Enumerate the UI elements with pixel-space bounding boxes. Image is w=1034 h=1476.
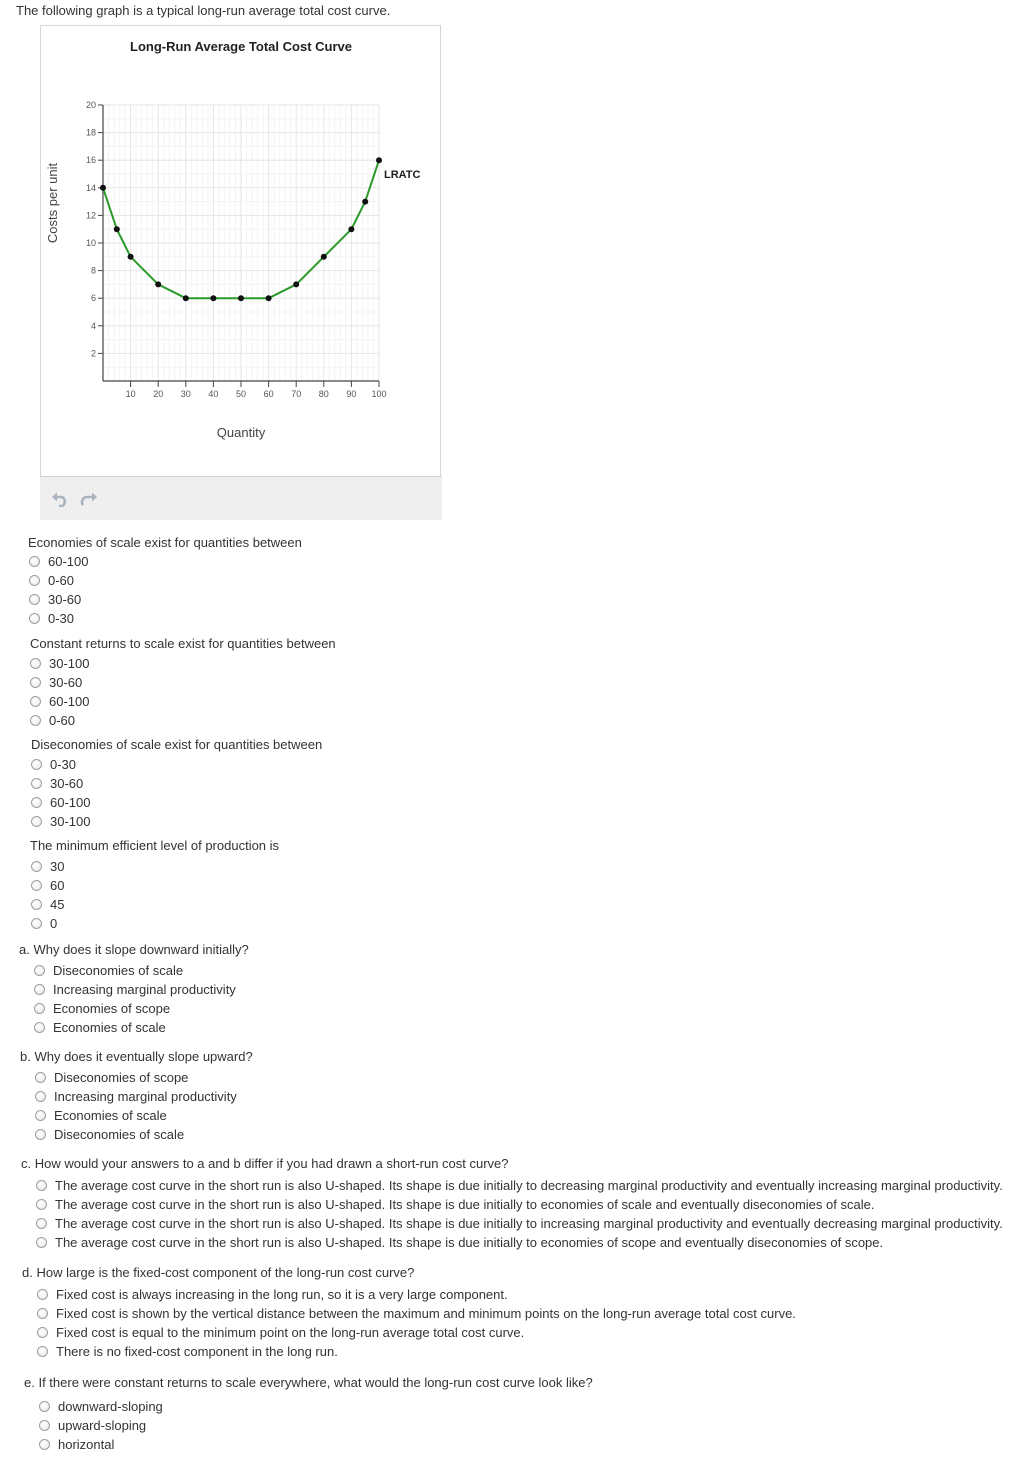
answer-option[interactable]	[29, 571, 74, 590]
radio-button[interactable]	[36, 1180, 47, 1191]
radio-button[interactable]	[31, 816, 42, 827]
option-label: Fixed cost is always increasing in the long run, so it is a very large component.	[56, 1287, 508, 1302]
x-tick-label: 80	[318, 389, 329, 399]
answer-option[interactable]	[30, 673, 82, 692]
lratc-point[interactable]	[100, 185, 106, 191]
answer-option[interactable]	[29, 609, 74, 628]
radio-button[interactable]	[34, 1022, 45, 1033]
answer-option[interactable]	[36, 1214, 1003, 1233]
option-label: Increasing marginal productivity	[53, 982, 236, 997]
intro-text: The following graph is a typical long-run average total cost curve.	[16, 3, 391, 18]
question-text: a. Why does it slope downward initially?	[19, 942, 249, 957]
lratc-point[interactable]	[210, 295, 216, 301]
answer-option[interactable]	[35, 1125, 184, 1144]
radio-button[interactable]	[39, 1401, 50, 1412]
lratc-point[interactable]	[293, 281, 299, 287]
lratc-point[interactable]	[321, 254, 327, 260]
y-tick-label: 12	[85, 210, 96, 221]
radio-button[interactable]	[30, 658, 41, 669]
answer-option[interactable]	[31, 774, 83, 793]
y-tick-label: 8	[90, 265, 96, 276]
question-text: d. How large is the fixed-cost component of the long-run cost curve?	[22, 1265, 415, 1280]
question-text: Diseconomies of scale exist for quantities between	[31, 737, 323, 752]
answer-option[interactable]	[35, 1087, 237, 1106]
answer-option[interactable]	[36, 1233, 883, 1252]
x-tick-label: 100	[371, 389, 387, 399]
radio-button[interactable]	[31, 918, 42, 929]
x-tick-label: 60	[263, 389, 274, 399]
option-label: 60-100	[49, 694, 90, 709]
x-tick-label: 30	[180, 389, 191, 399]
answer-option[interactable]	[37, 1323, 524, 1342]
chart-panel	[40, 25, 441, 476]
option-label: There is no fixed-cost component in the long run.	[56, 1344, 338, 1359]
undo-icon[interactable]	[51, 491, 69, 507]
answer-option[interactable]	[31, 857, 64, 876]
redo-icon[interactable]	[80, 491, 98, 507]
answer-option[interactable]	[35, 1106, 167, 1125]
radio-button[interactable]	[29, 594, 40, 605]
question-text: c. How would your answers to a and b differ if you had drawn a short-run cost curve?	[21, 1156, 509, 1171]
answer-option[interactable]	[35, 1068, 188, 1087]
x-tick-label: 50	[235, 389, 247, 399]
option-label: The average cost curve in the short run is also U-shaped. Its shape is due initially to economies of scope and eventually diseconomies of scope.	[55, 1235, 884, 1250]
radio-button[interactable]	[36, 1218, 47, 1229]
question-text: Constant returns to scale exist for quantities between	[30, 636, 336, 651]
option-label: The average cost curve in the short run is also U-shaped. Its shape is due initially to decreasing marginal productivity and eventually increasing marginal productivity.	[55, 1178, 1003, 1193]
y-tick-label: 14	[85, 182, 96, 193]
radio-button[interactable]	[31, 778, 42, 789]
option-label: Increasing marginal productivity	[54, 1089, 237, 1104]
radio-button[interactable]	[30, 715, 41, 726]
radio-button[interactable]	[30, 677, 41, 688]
option-label: 0-60	[48, 573, 75, 588]
radio-button[interactable]	[35, 1091, 46, 1102]
y-tick-label: 2	[90, 348, 96, 359]
option-label: Fixed cost is equal to the minimum point on the long-run average total cost curve.	[56, 1325, 525, 1340]
lratc-point[interactable]	[266, 295, 272, 301]
option-label: 0-30	[50, 757, 77, 772]
option-label: The average cost curve in the short run is also U-shaped. Its shape is due initially to increasing marginal productivity and eventually decreasing marginal productivity.	[55, 1216, 1003, 1231]
radio-button[interactable]	[35, 1072, 46, 1083]
radio-button[interactable]	[34, 1003, 45, 1014]
answer-option[interactable]	[31, 812, 90, 831]
answer-option[interactable]	[36, 1195, 874, 1214]
option-label: Diseconomies of scale	[53, 963, 184, 978]
option-label: 0-30	[48, 611, 75, 626]
x-axis-label: Quantity	[216, 425, 266, 440]
answer-option[interactable]	[34, 980, 236, 999]
radio-button[interactable]	[39, 1439, 50, 1450]
radio-button[interactable]	[35, 1129, 46, 1140]
option-label: 30-100	[49, 656, 90, 671]
lratc-point[interactable]	[183, 295, 189, 301]
answer-option[interactable]	[37, 1285, 508, 1304]
option-label: 60-100	[48, 554, 89, 569]
option-label: 0	[50, 916, 58, 931]
radio-button[interactable]	[39, 1420, 50, 1431]
answer-option[interactable]	[31, 895, 64, 914]
lratc-point[interactable]	[155, 281, 161, 287]
y-tick-label: 20	[85, 100, 96, 110]
option-label: The average cost curve in the short run is also U-shaped. Its shape is due initially to economies of scale and eventually diseconomies of scale.	[55, 1197, 875, 1212]
radio-button[interactable]	[31, 759, 42, 770]
answer-option[interactable]	[34, 1018, 166, 1037]
chart-title: Long-Run Average Total Cost Curve	[130, 39, 352, 54]
chart-toolbar	[40, 476, 442, 520]
lratc-point[interactable]	[376, 157, 382, 163]
answer-option[interactable]	[31, 876, 64, 895]
x-tick-label: 20	[153, 389, 164, 399]
option-label: upward-sloping	[58, 1418, 147, 1433]
question-text: The minimum efficient level of production is	[30, 838, 280, 853]
lratc-chart	[41, 26, 441, 476]
radio-button[interactable]	[37, 1289, 48, 1300]
option-label: Diseconomies of scope	[54, 1070, 189, 1085]
radio-button[interactable]	[37, 1346, 48, 1357]
lratc-point[interactable]	[238, 295, 244, 301]
radio-button[interactable]	[31, 899, 42, 910]
answer-option[interactable]	[31, 793, 90, 812]
option-label: Economies of scale	[54, 1108, 167, 1123]
answer-option[interactable]	[34, 961, 183, 980]
option-label: 30-60	[48, 592, 82, 607]
option-label: 30-60	[50, 776, 84, 791]
series-label: LRATC	[384, 169, 421, 182]
radio-button[interactable]	[29, 575, 40, 586]
lratc-point[interactable]	[128, 254, 134, 260]
answer-option[interactable]	[39, 1435, 114, 1454]
x-tick-label: 70	[291, 389, 302, 399]
option-label: Economies of scope	[53, 1001, 171, 1016]
radio-button[interactable]	[35, 1110, 46, 1121]
y-tick-label: 10	[85, 238, 96, 248]
lratc-point[interactable]	[348, 226, 354, 232]
radio-button[interactable]	[29, 556, 40, 567]
question-text: b. Why does it eventually slope upward?	[20, 1049, 253, 1064]
radio-button[interactable]	[29, 613, 40, 624]
y-tick-label: 16	[85, 155, 96, 166]
radio-button[interactable]	[31, 797, 42, 808]
x-tick-label: 40	[208, 389, 219, 399]
radio-button[interactable]	[31, 861, 42, 872]
radio-button[interactable]	[36, 1199, 47, 1210]
y-tick-label: 6	[90, 293, 96, 304]
y-tick-label: 4	[90, 320, 96, 331]
radio-button[interactable]	[34, 965, 45, 976]
question-text: Economies of scale exist for quantities between	[28, 535, 302, 550]
radio-button[interactable]	[34, 984, 45, 995]
x-tick-label: 90	[346, 389, 357, 399]
option-label: horizontal	[58, 1437, 115, 1452]
option-label: 30-60	[49, 675, 83, 690]
radio-button[interactable]	[37, 1308, 48, 1319]
option-label: 0-60	[49, 713, 76, 728]
option-label: Diseconomies of scale	[54, 1127, 185, 1142]
question-text: e. If there were constant returns to scale everywhere, what would the long-run cost curve look like?	[24, 1375, 593, 1390]
answer-option[interactable]	[31, 755, 76, 774]
answer-option[interactable]	[30, 654, 89, 673]
y-tick-label: 18	[85, 127, 96, 138]
option-label: 60-100	[50, 795, 91, 810]
answer-option[interactable]	[29, 552, 88, 571]
radio-button[interactable]	[31, 880, 42, 891]
answer-option[interactable]	[30, 711, 75, 730]
option-label: 30-100	[50, 814, 91, 829]
answer-option[interactable]	[37, 1304, 796, 1323]
answer-option[interactable]	[37, 1342, 338, 1361]
answer-option[interactable]	[31, 914, 57, 933]
answer-option[interactable]	[39, 1416, 146, 1435]
lratc-point[interactable]	[362, 199, 368, 205]
x-tick-label: 10	[125, 389, 136, 399]
option-label: Fixed cost is shown by the vertical distance between the maximum and minimum points on the long-run average total cost curve.	[56, 1306, 796, 1321]
option-label: Economies of scale	[53, 1020, 166, 1035]
answer-option[interactable]	[30, 692, 89, 711]
answer-option[interactable]	[36, 1176, 1003, 1195]
radio-button[interactable]	[37, 1327, 48, 1338]
radio-button[interactable]	[30, 696, 41, 707]
lratc-point[interactable]	[114, 226, 120, 232]
option-label: 45	[50, 897, 65, 912]
answer-option[interactable]	[39, 1397, 163, 1416]
answer-option[interactable]	[29, 590, 81, 609]
radio-button[interactable]	[36, 1237, 47, 1248]
option-label: 60	[50, 878, 65, 893]
option-label: downward-sloping	[58, 1399, 163, 1414]
answer-option[interactable]	[34, 999, 170, 1018]
y-axis-label: Costs per unit	[45, 162, 60, 244]
option-label: 30	[50, 859, 65, 874]
